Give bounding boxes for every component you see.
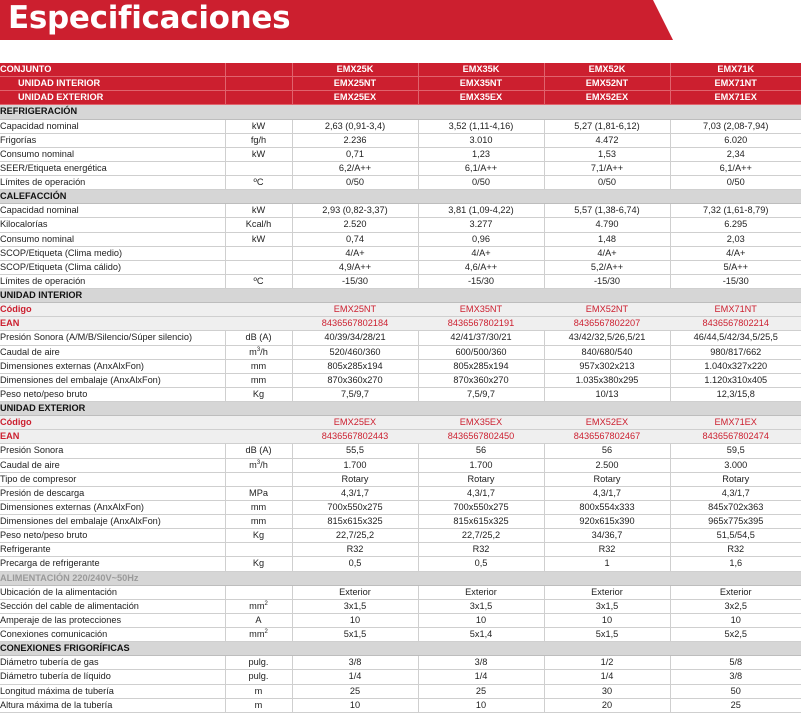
section-title: UNIDAD EXTERIOR — [0, 402, 801, 416]
section-header-conexiones — [0, 642, 801, 656]
spec-row — [0, 444, 801, 458]
row-label: UNIDAD EXTERIOR — [0, 91, 225, 105]
row-value: R32 — [670, 543, 801, 557]
row-unit: $mm^2$ — [225, 599, 292, 613]
row-unit: kW — [225, 147, 292, 161]
row-label: Límites de operación — [0, 274, 225, 288]
row-label: Diámetro tubería de líquido — [0, 670, 225, 684]
row-label: Capacidad nominal — [0, 119, 225, 133]
row-value: 4,3/1,7 — [418, 486, 544, 500]
row-value: Rotary — [670, 472, 801, 486]
row-unit: dB (A) — [225, 444, 292, 458]
row-unit — [225, 246, 292, 260]
model-header-row — [0, 77, 801, 91]
row-value: 815x615x325 — [292, 515, 418, 529]
spec-row — [0, 331, 801, 345]
spec-row — [0, 500, 801, 514]
row-value: EMX52EX — [544, 416, 670, 430]
row-value: 51,5/54,5 — [670, 529, 801, 543]
spec-row — [0, 684, 801, 698]
row-value: 8436567802443 — [292, 430, 418, 444]
row-unit: Kcal/h — [225, 218, 292, 232]
row-value: 7,32 (1,61-8,79) — [670, 204, 801, 218]
row-value: EMX35NT — [418, 303, 544, 317]
row-value: EMX35K — [418, 63, 544, 77]
row-value: EMX35EX — [418, 91, 544, 105]
row-unit: pulg. — [225, 656, 292, 670]
spec-row — [0, 218, 801, 232]
row-value: 2,93 (0,82-3,37) — [292, 204, 418, 218]
row-value: 5/8 — [670, 656, 801, 670]
row-value: 5/A++ — [670, 260, 801, 274]
row-value: 25 — [670, 698, 801, 712]
row-value: 4,3/1,7 — [292, 486, 418, 500]
row-unit: pulg. — [225, 670, 292, 684]
row-unit: Kg — [225, 387, 292, 401]
spec-row — [0, 515, 801, 529]
row-value: 845x702x363 — [670, 500, 801, 514]
row-value: 34/36,7 — [544, 529, 670, 543]
row-label: Peso neto/peso bruto — [0, 387, 225, 401]
spec-row — [0, 698, 801, 712]
row-unit — [225, 91, 292, 105]
spec-row — [0, 670, 801, 684]
row-unit — [225, 543, 292, 557]
row-value: 965x775x395 — [670, 515, 801, 529]
section-title: REFRIGERACIÓN — [0, 105, 801, 119]
row-value: 3.000 — [670, 458, 801, 472]
row-value: 805x285x194 — [292, 359, 418, 373]
row-label: Dimensiones externas (AnxAlxFon) — [0, 359, 225, 373]
row-value: EMX71K — [670, 63, 801, 77]
row-label: Refrigerante — [0, 543, 225, 557]
row-value: 8436567802184 — [292, 317, 418, 331]
row-value: 2,03 — [670, 232, 801, 246]
row-value: 4/A+ — [544, 246, 670, 260]
spec-row — [0, 161, 801, 175]
row-value: 3x1,5 — [418, 599, 544, 613]
title-banner — [0, 0, 801, 44]
section-header-alimentacion — [0, 571, 801, 585]
model-header-row — [0, 63, 801, 77]
row-label: Dimensiones del embalaje (AnxAlxFon) — [0, 515, 225, 529]
row-value: 0,74 — [292, 232, 418, 246]
row-value: 0/50 — [292, 176, 418, 190]
row-label: EAN — [0, 317, 225, 331]
row-value: 7,5/9,7 — [292, 387, 418, 401]
row-value: 6.020 — [670, 133, 801, 147]
row-label: EAN — [0, 430, 225, 444]
code-row — [0, 416, 801, 430]
row-value: Rotary — [418, 472, 544, 486]
row-unit: mm — [225, 359, 292, 373]
spec-row — [0, 176, 801, 190]
spec-row — [0, 119, 801, 133]
row-value: 1.035x380x295 — [544, 373, 670, 387]
row-value: 1.040x327x220 — [670, 359, 801, 373]
row-unit: Kg — [225, 557, 292, 571]
spec-row — [0, 458, 801, 472]
row-value: 10 — [292, 698, 418, 712]
row-value: 8436567802467 — [544, 430, 670, 444]
row-value: 22,7/25,2 — [292, 529, 418, 543]
row-value: 2,34 — [670, 147, 801, 161]
row-value: 840/680/540 — [544, 345, 670, 359]
row-value: EMX25K — [292, 63, 418, 77]
row-value: 56 — [544, 444, 670, 458]
row-value: 7,03 (2,08-7,94) — [670, 119, 801, 133]
row-value: 3,52 (1,11-4,16) — [418, 119, 544, 133]
row-value: Rotary — [544, 472, 670, 486]
row-value: 6.295 — [670, 218, 801, 232]
row-label: Diámetro tubería de gas — [0, 656, 225, 670]
row-value: Exterior — [670, 585, 801, 599]
row-value: 1 — [544, 557, 670, 571]
spec-row — [0, 133, 801, 147]
row-value: R32 — [544, 543, 670, 557]
row-value: 6,1/A++ — [418, 161, 544, 175]
row-value: 5,2/A++ — [544, 260, 670, 274]
row-value: 4/A+ — [292, 246, 418, 260]
row-value: 957x302x213 — [544, 359, 670, 373]
row-label: Conexiones comunicación — [0, 628, 225, 642]
ean-row — [0, 430, 801, 444]
row-unit: m — [225, 698, 292, 712]
row-value: EMX71NT — [670, 77, 801, 91]
row-value: 4.472 — [544, 133, 670, 147]
row-value: 0,71 — [292, 147, 418, 161]
row-unit: kW — [225, 119, 292, 133]
row-value: 800x554x333 — [544, 500, 670, 514]
row-label: Capacidad nominal — [0, 204, 225, 218]
row-value: 43/42/32,5/26,5/21 — [544, 331, 670, 345]
row-value: EMX52NT — [544, 77, 670, 91]
row-unit — [225, 63, 292, 77]
spec-row — [0, 387, 801, 401]
row-label: CONJUNTO — [0, 63, 225, 77]
row-value: 3,81 (1,09-4,22) — [418, 204, 544, 218]
row-unit: ºC — [225, 176, 292, 190]
row-unit: kW — [225, 232, 292, 246]
row-value: 10 — [418, 613, 544, 627]
row-unit: mm — [225, 500, 292, 514]
row-value: -15/30 — [292, 274, 418, 288]
spec-row — [0, 274, 801, 288]
row-value: 0/50 — [544, 176, 670, 190]
row-value: 10 — [544, 613, 670, 627]
row-unit — [225, 260, 292, 274]
row-unit — [225, 430, 292, 444]
row-value: 8436567802207 — [544, 317, 670, 331]
row-value: 1,48 — [544, 232, 670, 246]
row-value: 1/4 — [292, 670, 418, 684]
spec-row — [0, 613, 801, 627]
section-header-unidad_exterior — [0, 402, 801, 416]
spec-row — [0, 373, 801, 387]
row-value: R32 — [292, 543, 418, 557]
row-value: 56 — [418, 444, 544, 458]
row-value: 980/817/662 — [670, 345, 801, 359]
row-unit — [225, 317, 292, 331]
row-value: 3/8 — [292, 656, 418, 670]
row-value: 2,63 (0,91-3,4) — [292, 119, 418, 133]
spec-row — [0, 232, 801, 246]
row-unit — [225, 77, 292, 91]
row-value: 520/460/360 — [292, 345, 418, 359]
row-value: 5x1,5 — [292, 628, 418, 642]
row-value: 7,1/A++ — [544, 161, 670, 175]
row-value: EMX25NT — [292, 303, 418, 317]
section-header-refrigeracion — [0, 105, 801, 119]
row-value: 0/50 — [418, 176, 544, 190]
section-title: CALEFACCIÓN — [0, 190, 801, 204]
row-value: 4/A+ — [670, 246, 801, 260]
row-label: Consumo nominal — [0, 147, 225, 161]
row-label: Altura máxima de la tubería — [0, 698, 225, 712]
row-label: Frigorías — [0, 133, 225, 147]
row-value: EMX71EX — [670, 416, 801, 430]
row-value: 25 — [418, 684, 544, 698]
row-unit: Kg — [225, 529, 292, 543]
row-label: Código — [0, 303, 225, 317]
row-value: 55,5 — [292, 444, 418, 458]
row-value: 6,1/A++ — [670, 161, 801, 175]
row-value: 8436567802450 — [418, 430, 544, 444]
row-value: 3x2,5 — [670, 599, 801, 613]
row-label: Presión Sonora (A/M/B/Silencio/Súper silencio) — [0, 331, 225, 345]
row-value: -15/30 — [544, 274, 670, 288]
row-unit: $mm^2$ — [225, 628, 292, 642]
row-value: 5,27 (1,81-6,12) — [544, 119, 670, 133]
row-value: 25 — [292, 684, 418, 698]
ean-row — [0, 317, 801, 331]
section-title: CONEXIONES FRIGORÍFICAS — [0, 642, 801, 656]
row-value: 10/13 — [544, 387, 670, 401]
row-unit — [225, 416, 292, 430]
row-unit — [225, 161, 292, 175]
row-value: 3x1,5 — [544, 599, 670, 613]
row-value: 0,5 — [292, 557, 418, 571]
spec-row — [0, 656, 801, 670]
spec-row — [0, 472, 801, 486]
row-value: 8436567802214 — [670, 317, 801, 331]
row-value: 12,3/15,8 — [670, 387, 801, 401]
spec-row — [0, 345, 801, 359]
specifications-table — [0, 63, 801, 713]
row-value: R32 — [418, 543, 544, 557]
section-title: UNIDAD INTERIOR — [0, 289, 801, 303]
row-unit: $m^3/h$ — [225, 345, 292, 359]
row-unit: mm — [225, 373, 292, 387]
row-value: EMX25EX — [292, 91, 418, 105]
row-label: SEER/Etiqueta energética — [0, 161, 225, 175]
row-value: 22,7/25,2 — [418, 529, 544, 543]
row-label: Sección del cable de alimentación — [0, 599, 225, 613]
row-unit: fg/h — [225, 133, 292, 147]
row-label: Ubicación de la alimentación — [0, 585, 225, 599]
row-value: 0,5 — [418, 557, 544, 571]
row-value: 2.236 — [292, 133, 418, 147]
spec-row — [0, 599, 801, 613]
row-label: Consumo nominal — [0, 232, 225, 246]
row-value: Exterior — [544, 585, 670, 599]
row-value: 4.790 — [544, 218, 670, 232]
row-value: 4,6/A++ — [418, 260, 544, 274]
row-unit: MPa — [225, 486, 292, 500]
row-label: Tipo de compresor — [0, 472, 225, 486]
row-value: 8436567802474 — [670, 430, 801, 444]
row-value: 10 — [418, 698, 544, 712]
row-value: EMX25EX — [292, 416, 418, 430]
spec-row — [0, 585, 801, 599]
row-value: 50 — [670, 684, 801, 698]
row-label: Caudal de aire — [0, 345, 225, 359]
row-value: 2.520 — [292, 218, 418, 232]
row-value: 4/A+ — [418, 246, 544, 260]
spec-row — [0, 260, 801, 274]
row-label: Amperaje de las protecciones — [0, 613, 225, 627]
row-label: SCOP/Etiqueta (Clima cálido) — [0, 260, 225, 274]
row-label: Dimensiones del embalaje (AnxAlxFon) — [0, 373, 225, 387]
spec-row — [0, 529, 801, 543]
row-value: EMX25NT — [292, 77, 418, 91]
model-header-row — [0, 91, 801, 105]
row-label: Límites de operación — [0, 176, 225, 190]
row-value: 0/50 — [670, 176, 801, 190]
row-label: Caudal de aire — [0, 458, 225, 472]
spec-row — [0, 147, 801, 161]
row-value: 7,5/9,7 — [418, 387, 544, 401]
row-label: Peso neto/peso bruto — [0, 529, 225, 543]
row-value: 3/8 — [418, 656, 544, 670]
section-title: ALIMENTACIÓN 220/240V~50Hz — [0, 571, 801, 585]
row-unit: mm — [225, 515, 292, 529]
row-value: 3.277 — [418, 218, 544, 232]
row-value: 5x1,5 — [544, 628, 670, 642]
row-value: 42/41/37/30/21 — [418, 331, 544, 345]
row-value: 10 — [292, 613, 418, 627]
spec-row — [0, 557, 801, 571]
spec-row — [0, 359, 801, 373]
row-value: 1/2 — [544, 656, 670, 670]
row-value: EMX52K — [544, 63, 670, 77]
page-title: Especificaciones — [8, 0, 291, 36]
spec-row — [0, 204, 801, 218]
row-value: 8436567802191 — [418, 317, 544, 331]
code-row — [0, 303, 801, 317]
row-value: 1.700 — [292, 458, 418, 472]
row-value: 1,23 — [418, 147, 544, 161]
row-value: 3/8 — [670, 670, 801, 684]
row-value: 3.010 — [418, 133, 544, 147]
row-value: 4,3/1,7 — [544, 486, 670, 500]
row-value: -15/30 — [670, 274, 801, 288]
row-value: 40/39/34/28/21 — [292, 331, 418, 345]
row-value: 600/500/360 — [418, 345, 544, 359]
row-value: 1.120x310x405 — [670, 373, 801, 387]
spec-row — [0, 246, 801, 260]
row-unit — [225, 472, 292, 486]
row-unit: $m^3/h$ — [225, 458, 292, 472]
row-unit — [225, 585, 292, 599]
row-value: 5x2,5 — [670, 628, 801, 642]
row-value: 700x550x275 — [418, 500, 544, 514]
row-label: Presión de descarga — [0, 486, 225, 500]
row-value: 59,5 — [670, 444, 801, 458]
row-unit: ºC — [225, 274, 292, 288]
row-value: 1,53 — [544, 147, 670, 161]
row-value: 870x360x270 — [418, 373, 544, 387]
row-unit: m — [225, 684, 292, 698]
row-value: 3x1,5 — [292, 599, 418, 613]
row-value: 805x285x194 — [418, 359, 544, 373]
row-value: 10 — [670, 613, 801, 627]
row-value: 4,9/A++ — [292, 260, 418, 274]
row-unit: dB (A) — [225, 331, 292, 345]
row-value: 1.700 — [418, 458, 544, 472]
row-value: 0,96 — [418, 232, 544, 246]
section-header-calefaccion — [0, 190, 801, 204]
row-value: Exterior — [292, 585, 418, 599]
row-value: Rotary — [292, 472, 418, 486]
row-unit: kW — [225, 204, 292, 218]
row-value: 2.500 — [544, 458, 670, 472]
row-value: Exterior — [418, 585, 544, 599]
row-value: 46/44,5/42/34,5/25,5 — [670, 331, 801, 345]
row-value: EMX35EX — [418, 416, 544, 430]
row-value: 815x615x325 — [418, 515, 544, 529]
row-value: 5,57 (1,38-6,74) — [544, 204, 670, 218]
row-value: -15/30 — [418, 274, 544, 288]
row-value: 870x360x270 — [292, 373, 418, 387]
row-unit — [225, 303, 292, 317]
row-value: EMX71NT — [670, 303, 801, 317]
row-label: SCOP/Etiqueta (Clima medio) — [0, 246, 225, 260]
section-header-unidad_interior — [0, 289, 801, 303]
row-value: EMX71EX — [670, 91, 801, 105]
spec-row — [0, 628, 801, 642]
row-value: 30 — [544, 684, 670, 698]
row-label: UNIDAD INTERIOR — [0, 77, 225, 91]
row-label: Longitud máxima de tubería — [0, 684, 225, 698]
row-value: 920x615x390 — [544, 515, 670, 529]
row-value: 4,3/1,7 — [670, 486, 801, 500]
row-value: EMX52NT — [544, 303, 670, 317]
row-label: Kilocalorías — [0, 218, 225, 232]
row-value: EMX52EX — [544, 91, 670, 105]
row-value: 5x1,4 — [418, 628, 544, 642]
row-value: 20 — [544, 698, 670, 712]
row-unit: A — [225, 613, 292, 627]
spec-row — [0, 486, 801, 500]
row-value: 1/4 — [418, 670, 544, 684]
spec-row — [0, 543, 801, 557]
row-label: Código — [0, 416, 225, 430]
row-value: 700x550x275 — [292, 500, 418, 514]
row-value: EMX35NT — [418, 77, 544, 91]
row-label: Precarga de refrigerante — [0, 557, 225, 571]
row-value: 6,2/A++ — [292, 161, 418, 175]
row-label: Presión Sonora — [0, 444, 225, 458]
row-value: 1/4 — [544, 670, 670, 684]
row-label: Dimensiones externas (AnxAlxFon) — [0, 500, 225, 514]
row-value: 1,6 — [670, 557, 801, 571]
